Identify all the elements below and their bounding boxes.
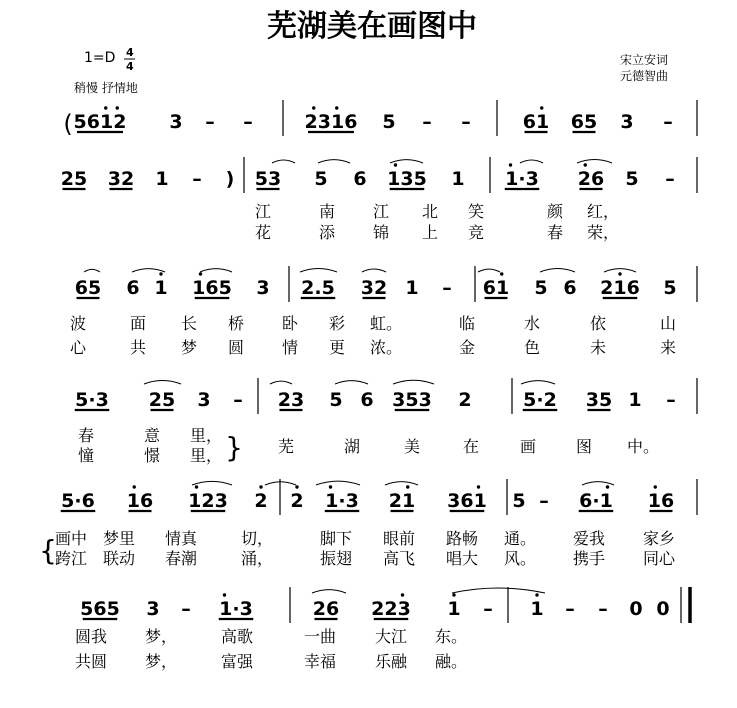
- note: 3: [146, 598, 160, 620]
- lyric: 来: [659, 338, 677, 357]
- slur: [390, 160, 423, 163]
- note: –: [663, 111, 673, 133]
- octave-dot: [477, 485, 480, 488]
- note: 2: [254, 490, 268, 512]
- slur: [144, 380, 181, 384]
- lyric: 南: [318, 202, 336, 221]
- note: 5: [512, 490, 526, 512]
- note: 5: [625, 168, 639, 190]
- lyric: 心: [69, 338, 87, 357]
- lyric: 面: [129, 314, 147, 333]
- lyric: 梦: [180, 338, 198, 357]
- tempo-marking: 稍慢 抒情地: [74, 81, 138, 95]
- note: 23: [277, 389, 305, 411]
- octave-dot: [195, 485, 198, 488]
- score-system: [63, 100, 697, 138]
- lyric: 竞: [467, 223, 485, 242]
- lyric: 山: [659, 314, 677, 333]
- lyric: 圆: [227, 338, 245, 357]
- lyric: 通。: [503, 529, 537, 548]
- lyric: 梦里: [102, 529, 136, 548]
- lyric: 笑: [467, 202, 485, 221]
- slur: [520, 160, 543, 163]
- note: 6: [126, 277, 140, 299]
- lyric: 携手: [572, 549, 606, 568]
- lyric-shared: 湖: [343, 437, 361, 456]
- octave-dot: [159, 272, 162, 275]
- note: 25: [60, 168, 88, 190]
- note: 21: [388, 490, 416, 512]
- note: 3: [256, 277, 270, 299]
- note: 1·3: [219, 598, 253, 620]
- octave-dot: [540, 106, 543, 109]
- note: 2: [290, 490, 304, 512]
- octave-dot: [223, 593, 226, 596]
- note: 3: [197, 389, 211, 411]
- lyric: 画中: [54, 529, 88, 548]
- score-system: [75, 587, 690, 671]
- lyric: 意: [143, 426, 161, 445]
- note: –: [666, 389, 676, 411]
- note: –: [181, 598, 191, 620]
- key-signature: 1=D: [84, 50, 116, 66]
- lyric: 眼前: [382, 529, 416, 548]
- octave-dot: [584, 163, 587, 166]
- note: 223: [371, 598, 411, 620]
- time-signature-top: 4: [126, 46, 134, 59]
- lyric: 春潮: [164, 549, 198, 568]
- note: –: [233, 389, 243, 411]
- lyric: 东。: [434, 627, 468, 646]
- lyric: 彩: [328, 314, 346, 333]
- lyric: 高飞: [382, 549, 416, 568]
- lyric: 依: [589, 314, 607, 333]
- note: 1·3: [505, 168, 539, 190]
- slur: [300, 268, 337, 272]
- note: 353: [392, 389, 432, 411]
- octave-dot: [509, 163, 512, 166]
- note: 16: [126, 490, 154, 512]
- octave-dot: [452, 593, 455, 596]
- octave-dot: [335, 106, 338, 109]
- lyric: 更: [328, 338, 346, 357]
- note: 65: [570, 111, 598, 133]
- octave-dot: [401, 593, 404, 596]
- slur: [385, 482, 418, 485]
- note: 26: [577, 168, 605, 190]
- lyric: 梦，: [144, 652, 178, 671]
- lyric: 憧: [77, 446, 95, 465]
- note: 565: [80, 598, 120, 620]
- lyric: 锦: [372, 223, 390, 242]
- note: 26: [312, 598, 340, 620]
- slur: [270, 381, 292, 384]
- slur: [452, 588, 545, 593]
- lyric: 里，: [189, 446, 223, 465]
- lyric: 幸福: [303, 652, 337, 671]
- lyric: 水: [523, 314, 541, 333]
- slur: [362, 269, 386, 272]
- note: –: [565, 598, 575, 620]
- note: 1: [405, 277, 419, 299]
- note: 2: [458, 389, 472, 411]
- note: 1: [451, 168, 465, 190]
- slur: [577, 160, 612, 163]
- note: 61: [482, 277, 510, 299]
- lyric: 临: [458, 314, 476, 333]
- lyric: 桥: [227, 314, 245, 333]
- note: 1: [530, 598, 544, 620]
- note: 53: [254, 168, 282, 190]
- octave-dot: [259, 485, 262, 488]
- octave-dot: [199, 272, 202, 275]
- octave-dot: [406, 485, 409, 488]
- lyric: 家乡: [642, 529, 676, 548]
- note: 61: [522, 111, 550, 133]
- note: 16: [647, 490, 675, 512]
- octave-dot: [535, 593, 538, 596]
- note: 165: [192, 277, 232, 299]
- lyric-shared: 图: [575, 437, 593, 456]
- lyric: 江: [372, 202, 390, 221]
- lyric: 一曲: [303, 627, 337, 646]
- note: 5·3: [75, 389, 109, 411]
- repeat-open-paren: (: [63, 110, 73, 138]
- note: 6: [563, 277, 577, 299]
- note: 6: [353, 168, 367, 190]
- lyric: 憬: [143, 446, 161, 465]
- note: 32: [360, 277, 388, 299]
- note: –: [665, 168, 675, 190]
- score-body: [39, 100, 697, 671]
- lyric: 荣，: [586, 223, 620, 242]
- slur: [132, 269, 165, 272]
- lyric: 路畅: [445, 529, 479, 548]
- slur: [393, 380, 434, 384]
- lyric: 共: [129, 338, 147, 357]
- score-system: [70, 266, 697, 357]
- note: 35: [585, 389, 613, 411]
- lyric: 添: [318, 223, 336, 242]
- note: 3: [169, 111, 183, 133]
- note: –: [483, 598, 493, 620]
- slur: [582, 482, 614, 485]
- lyric: 浓。: [369, 338, 403, 357]
- note: 25: [148, 389, 176, 411]
- lyric-brace-left: {: [39, 534, 57, 567]
- slur: [318, 160, 350, 163]
- octave-dot: [654, 485, 657, 488]
- lyric: 江: [254, 202, 272, 221]
- octave-dot: [133, 485, 136, 488]
- slur: [521, 381, 555, 384]
- lyric: 北: [421, 202, 439, 221]
- octave-dot: [116, 106, 119, 109]
- lyric: 大江: [374, 627, 408, 646]
- lyric: 涌，: [240, 549, 274, 568]
- note: 5: [534, 277, 548, 299]
- lyric: 金: [458, 338, 476, 357]
- note: 5·2: [523, 389, 557, 411]
- note: ): [225, 168, 235, 190]
- note: –: [205, 111, 215, 133]
- lyricist-credit: 宋立安词: [620, 53, 669, 67]
- slur: [316, 481, 360, 485]
- score-system: [55, 479, 697, 568]
- slur: [604, 269, 636, 272]
- lyric-shared: 美: [403, 437, 421, 456]
- note: 1: [447, 598, 461, 620]
- slur: [192, 481, 232, 485]
- octave-dot: [329, 485, 332, 488]
- score-system: [61, 157, 697, 242]
- lyric: 花: [254, 223, 272, 242]
- note: 3: [620, 111, 634, 133]
- octave-dot: [618, 272, 621, 275]
- note: 1·3: [325, 490, 359, 512]
- note: 65: [74, 277, 102, 299]
- time-signature-bottom: 4: [126, 60, 134, 73]
- lyric: 富强: [220, 652, 254, 671]
- note: 5·6: [61, 490, 95, 512]
- lyric: 春: [546, 223, 564, 242]
- slur: [84, 269, 100, 272]
- lyric-shared: 芜: [277, 437, 295, 456]
- note: 5: [663, 277, 677, 299]
- note: –: [442, 277, 452, 299]
- lyric: 里，: [189, 426, 223, 445]
- lyric: 跨江: [54, 549, 88, 568]
- lyric: 爱我: [572, 529, 606, 548]
- lyric: 未: [589, 338, 607, 357]
- lyric: 颜: [546, 202, 564, 221]
- lyric: 同心: [642, 549, 676, 568]
- note: 361: [447, 490, 487, 512]
- lyric: 色: [523, 338, 541, 357]
- lyric: 红，: [586, 202, 620, 221]
- lyric: 振翅: [319, 549, 353, 568]
- note: 32: [107, 168, 135, 190]
- lyric: 情真: [164, 529, 198, 548]
- lyric: 联动: [102, 549, 136, 568]
- octave-dot: [104, 106, 107, 109]
- lyric: 虹。: [369, 314, 403, 333]
- slur: [478, 269, 500, 272]
- lyric: 切，: [240, 529, 274, 548]
- lyric: 春: [77, 426, 95, 445]
- note: 1: [628, 389, 642, 411]
- note: 123: [188, 490, 228, 512]
- song-title: 芜湖美在画图中: [267, 9, 477, 44]
- note: –: [243, 111, 253, 133]
- note: 5: [382, 111, 396, 133]
- octave-dot: [295, 485, 298, 488]
- slur: [200, 269, 232, 272]
- lyric-shared: 在: [462, 437, 480, 456]
- lyric: 长: [180, 314, 198, 333]
- lyric-shared: 中。: [626, 437, 660, 456]
- slur: [272, 160, 295, 163]
- octave-dot: [312, 106, 315, 109]
- note: 6·1: [579, 490, 613, 512]
- note: –: [461, 111, 471, 133]
- lyric: 共圆: [74, 652, 108, 671]
- slur: [335, 381, 368, 384]
- octave-dot: [500, 272, 503, 275]
- note: 0: [656, 598, 670, 620]
- note: 135: [387, 168, 427, 190]
- note: 6: [360, 389, 374, 411]
- note: 5612: [73, 111, 127, 133]
- lyric: 唱大: [445, 549, 479, 568]
- note: –: [422, 111, 432, 133]
- note: 5: [314, 168, 328, 190]
- octave-dot: [394, 163, 397, 166]
- lyric: 风。: [503, 549, 537, 568]
- lyric: 高歌: [220, 627, 254, 646]
- note: –: [192, 168, 202, 190]
- lyric-brace-right: }: [225, 431, 243, 464]
- note: 216: [600, 277, 640, 299]
- lyric-shared: 画: [519, 437, 537, 456]
- lyric: 圆我: [74, 627, 108, 646]
- composer-credit: 元德智曲: [620, 69, 669, 83]
- score-system: [75, 378, 697, 465]
- lyric: 情: [281, 338, 299, 357]
- lyric: 乐融: [374, 652, 408, 671]
- note: 5: [329, 389, 343, 411]
- note: 2.5: [301, 277, 335, 299]
- lyric: 梦，: [144, 627, 178, 646]
- slur: [312, 590, 346, 593]
- lyric: 卧: [281, 314, 299, 333]
- lyric: 融。: [434, 652, 468, 671]
- lyric: 上: [421, 223, 439, 242]
- octave-dot: [606, 485, 609, 488]
- note: 1: [154, 277, 168, 299]
- note: 0: [629, 598, 643, 620]
- note: –: [539, 490, 549, 512]
- lyric: 波: [69, 314, 87, 333]
- note: 1: [155, 168, 169, 190]
- lyric: 脚下: [319, 529, 353, 548]
- note: 2316: [304, 111, 358, 133]
- slur: [540, 269, 575, 272]
- note: –: [598, 598, 608, 620]
